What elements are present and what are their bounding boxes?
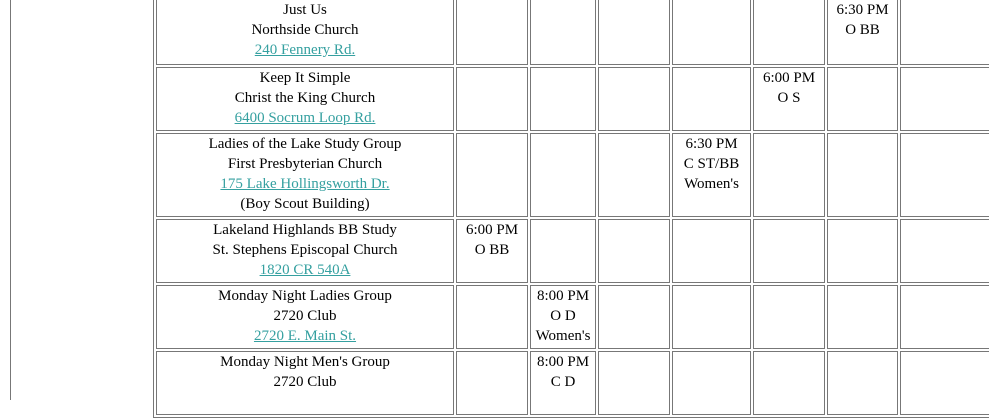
meeting-time-cell xyxy=(900,0,989,65)
meeting-venue: Northside Church xyxy=(251,22,359,38)
meeting-table xyxy=(153,0,989,418)
meeting-name: Ladies of the Lake Study Group xyxy=(208,136,402,152)
meeting-time-detail: C D xyxy=(550,374,576,390)
meeting-time-cell xyxy=(753,133,825,217)
meeting-info-cell xyxy=(156,285,454,349)
meeting-row xyxy=(156,133,989,217)
meeting-time-cell xyxy=(827,133,898,217)
meeting-time-cell xyxy=(672,285,751,349)
meeting-time-cell xyxy=(456,133,528,217)
meeting-info-cell xyxy=(156,133,454,217)
meeting-venue: St. Stephens Episcopal Church xyxy=(212,242,398,258)
meeting-time-cell xyxy=(753,285,825,349)
meeting-time-detail: C ST/BB xyxy=(683,156,740,172)
meeting-time-cell xyxy=(753,0,825,65)
meeting-time-cell xyxy=(456,219,528,283)
meeting-time-cell xyxy=(456,67,528,131)
meeting-time-cell xyxy=(900,133,989,217)
meeting-venue: 2720 Club xyxy=(273,308,337,324)
meeting-row xyxy=(156,219,989,283)
meeting-name: Lakeland Highlands BB Study xyxy=(213,222,397,238)
meeting-time-detail: 6:00 PM xyxy=(465,222,519,238)
meeting-time-cell xyxy=(530,219,596,283)
meeting-time-detail: O BB xyxy=(845,22,880,38)
meeting-address-link[interactable]: 6400 Socrum Loop Rd. xyxy=(234,110,376,126)
meeting-time-cell xyxy=(827,67,898,131)
meeting-time-detail: 6:00 PM xyxy=(762,70,816,86)
meeting-time-cell xyxy=(827,285,898,349)
meeting-name: Monday Night Men's Group xyxy=(220,354,390,370)
meeting-address-link[interactable]: 1820 CR 540A xyxy=(259,262,351,278)
meeting-time-cell xyxy=(456,351,528,415)
meeting-time-detail: 8:00 PM xyxy=(536,288,590,304)
meeting-time-cell xyxy=(753,351,825,415)
meeting-row xyxy=(156,67,989,131)
meeting-time-detail: 6:30 PM xyxy=(685,136,738,152)
meeting-time-cell xyxy=(753,67,825,131)
meeting-address-link[interactable]: 2720 E. Main St. xyxy=(253,328,357,344)
meeting-time-cell xyxy=(672,133,751,217)
meeting-time-detail: Women's xyxy=(535,328,591,344)
meeting-info-cell xyxy=(156,351,454,415)
meeting-schedule xyxy=(153,0,989,418)
meeting-venue: Christ the King Church xyxy=(234,90,376,106)
meeting-note: (Boy Scout Building) xyxy=(240,196,370,212)
meeting-time-cell xyxy=(530,133,596,217)
meeting-time-cell xyxy=(598,133,670,217)
meeting-time-detail: 6:30 PM xyxy=(836,2,889,18)
left-frame-border xyxy=(10,0,11,400)
meeting-time-cell xyxy=(900,67,989,131)
meeting-name: Just Us xyxy=(283,2,327,18)
meeting-row xyxy=(156,285,989,349)
meeting-address-link[interactable]: 175 Lake Hollingsworth Dr. xyxy=(220,176,390,192)
meeting-time-cell xyxy=(672,0,751,65)
meeting-time-cell xyxy=(598,351,670,415)
meeting-time-detail: 8:00 PM xyxy=(536,354,590,370)
meeting-time-detail: O D xyxy=(550,308,576,324)
meeting-time-cell xyxy=(900,219,989,283)
meeting-time-cell xyxy=(900,351,989,415)
meeting-venue: 2720 Club xyxy=(273,374,337,390)
meeting-time-cell xyxy=(598,67,670,131)
meeting-address-link[interactable]: 240 Fennery Rd. xyxy=(254,42,356,58)
meeting-time-cell xyxy=(827,219,898,283)
meeting-time-cell xyxy=(598,219,670,283)
meeting-name: Monday Night Ladies Group xyxy=(218,288,392,304)
meeting-venue: First Presbyterian Church xyxy=(227,156,383,172)
meeting-rows xyxy=(156,0,989,415)
meeting-time-cell xyxy=(900,285,989,349)
meeting-time-cell xyxy=(672,219,751,283)
meeting-name: Keep It Simple xyxy=(259,70,351,86)
meeting-time-detail: O BB xyxy=(474,242,510,258)
meeting-time-cell xyxy=(672,351,751,415)
meeting-time-cell xyxy=(530,67,596,131)
meeting-info-cell xyxy=(156,219,454,283)
meeting-row xyxy=(156,0,989,65)
meeting-time-cell xyxy=(827,351,898,415)
meeting-time-cell xyxy=(530,351,596,415)
meeting-time-cell xyxy=(598,285,670,349)
meeting-time-cell xyxy=(456,285,528,349)
meeting-time-detail: Women's xyxy=(684,176,739,192)
meeting-info-cell xyxy=(156,67,454,131)
meeting-time-cell xyxy=(530,0,596,65)
meeting-time-cell xyxy=(753,219,825,283)
meeting-time-cell xyxy=(672,67,751,131)
meeting-time-cell xyxy=(598,0,670,65)
meeting-time-cell xyxy=(456,0,528,65)
meeting-info-cell xyxy=(156,0,454,65)
meeting-time-detail: O S xyxy=(777,90,801,106)
meeting-row xyxy=(156,351,989,415)
meeting-time-cell xyxy=(827,0,898,65)
meeting-time-cell xyxy=(530,285,596,349)
